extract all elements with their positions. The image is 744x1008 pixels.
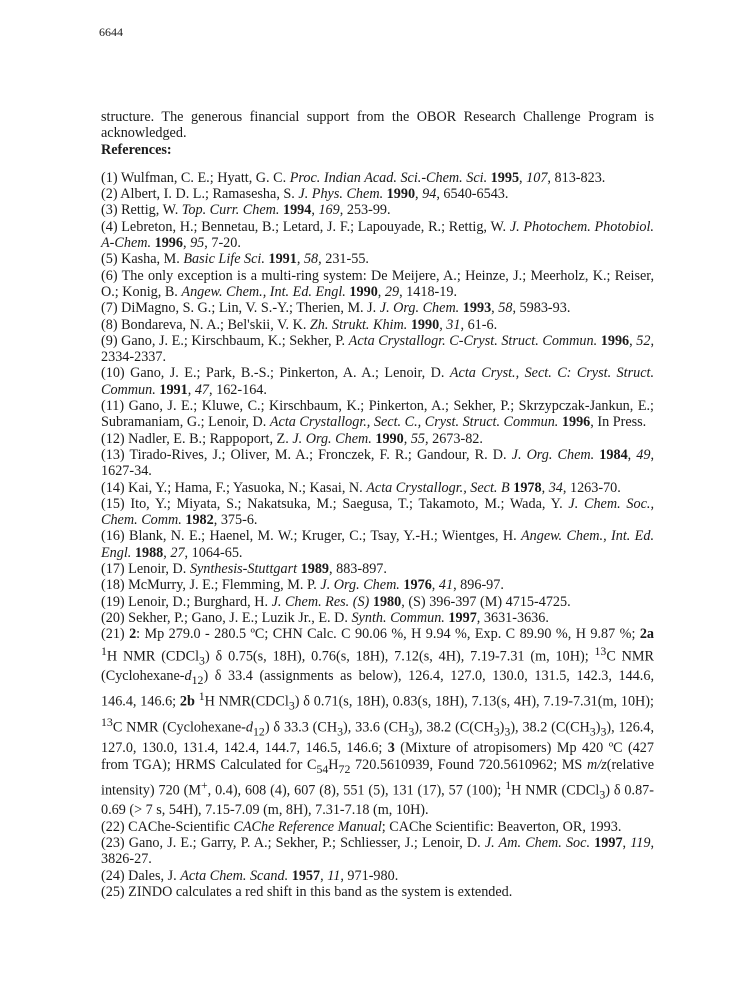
reference-item: (15) Ito, Y.; Miyata, S.; Nakatsuka, M.; Saegusa, T.; Takamoto, M.; Wada, Y. J. Chem. Soc., Chem. Comm. 1982, 375-6. — [101, 495, 654, 529]
reference-item: (23) Gano, J. E.; Garry, P. A.; Sekher, P.; Schliesser, J.; Lenoir, D. J. Am. Chem. Soc. 1997, 119, 3826-27. — [101, 835, 655, 868]
reference-item: (18) McMurry, J. E.; Flemming, M. P. J. Org. Chem. 1976, 41, 896-97. — [101, 577, 504, 594]
reference-item: (24) Dales, J. Acta Chem. Scand. 1957, 11, 971-980. — [101, 867, 399, 884]
reference-item: (12) Nadler, E. B.; Rappoport, Z. J. Org. Chem. 1990, 55, 2673-82. — [101, 430, 483, 447]
reference-item: (9) Gano, J. E.; Kirschbaum, K.; Sekher, P. Acta Crystallogr. C-Cryst. Struct. Commun. 1996, 52, 2334-2337. — [101, 332, 654, 366]
reference-item: (11) Gano, J. E.; Kluwe, C.; Kirschbaum, K.; Pinkerton, A.; Sekher, P.; Skrzypczak-Jankun, E.; Subramaniam, G.; Lenoir, D. Acta Crystallogr., Sect. C., Cryst. Struct. Commun. 1996, In Press. — [101, 398, 654, 431]
reference-item: (14) Kai, Y.; Hama, F.; Yasuoka, N.; Kasai, N. Acta Crystallogr., Sect. B 1978, 34, 1263-70. — [101, 479, 621, 496]
reference-item: (17) Lenoir, D. Synthesis-Stuttgart 1989, 883-897. — [101, 561, 387, 578]
reference-item: (10) Gano, J. E.; Park, B.-S.; Pinkerton, A. A.; Lenoir, D. Acta Cryst., Sect. C: Cryst. Struct. Commun. 1991, 47, 162-164. — [101, 365, 654, 398]
page-number: 6644 — [99, 25, 123, 39]
reference-item: (4) Lebreton, H.; Bennetau, B.; Letard, J. F.; Lapouyade, R.; Rettig, W. J. Photochem. Photobiol. A-Chem. 1996, 95, 7-20. — [101, 218, 654, 252]
references-list — [101, 170, 654, 900]
reference-item: (20) Sekher, P.; Gano, J. E.; Luzik Jr., E. D. Synth. Commun. 1997, 3631-3636. — [101, 609, 549, 626]
references-heading: References: — [101, 141, 172, 158]
reference-item: (5) Kasha, M. Basic Life Sci. 1991, 58, 231-55. — [101, 251, 369, 268]
reference-item: (21) 2: Mp 279.0 - 280.5 ºC; CHN Calc. C 90.06 %, H 9.94 %, Exp. C 89.90 %, H 9.87 %; 2a $^1$H NMR (CDCl$_3$) δ 0.75(s, 18H), 0.76(s, 18H), 7.12(s, 4H), 7.19-7.31 (m, 10H); $^{13}$C NMR $(Cyclohexane-d_{12})$ δ 33.4 (assignments as below), 126.4, 127.0, 130.0, 131.5, 142.3, 144.6, 146.4, 146.6; 2b $^1$H NMR(CDCl$_3$) δ 0.71(s, 18H), 0.83(s, 18H), 7.13(s, 4H), 7.19-7.31(m, 10H); $^{13}$C NMR $(Cyclohexane-d_{12})$ δ 33.3 $(CH_3)$, 33.6 $(CH_3)$, 38.2 $(C(CH_3)_3)$, 38.2 $(C(CH_3)_3)$, 126.4, 127.0, 130.0, 131.4, 142.4, 144.7, 146.5, 146.6; 3 (Mixture of atropisomers) Mp 420 ºC (427 from TGA); HRMS Calculated for $C_{54}H_{72}$ 720.5610939, Found 720.5610962; MS m/z(relative intensity) 720 (M+, 0.4), 608 (4), 607 (8), 551 (5), 131 (17), 57 (100); $^1$H NMR (CDCl$_3$) δ 0.87-0.69 (> 7 s, 54H), 7.15-7.09 (m, 8H), 7.31-7.18 (m, 10H). — [101, 626, 655, 819]
reference-item: (1) Wulfman, C. E.; Hyatt, G. C. Proc. Indian Acad. Sci.-Chem. Sci. 1995, 107, 813-823. — [101, 169, 606, 186]
reference-item: (8) Bondareva, N. A.; Bel'skii, V. K. Zh. Strukt. Khim. 1990, 31, 61-6. — [101, 316, 498, 333]
reference-item: (16) Blank, N. E.; Haenel, M. W.; Kruger, C.; Tsay, Y.-H.; Wientges, H. Angew. Chem., Int. Ed. Engl. 1988, 27, 1064-65. — [101, 528, 654, 561]
reference-item: (7) DiMagno, S. G.; Lin, V. S.-Y.; Therien, M. J. J. Org. Chem. 1993, 58, 5983-93. — [101, 300, 571, 317]
reference-item: (3) Rettig, W. Top. Curr. Chem. 1994, 169, 253-99. — [101, 202, 391, 219]
body-text — [101, 109, 654, 900]
reference-item: (19) Lenoir, D.; Burghard, H. J. Chem. Res. (S) 1980, (S) 396-397 (M) 4715-4725. — [101, 593, 571, 610]
acknowledgment-paragraph: structure. The generous financial support from the OBOR Research Challenge Program is acknowledged. — [101, 109, 654, 142]
reference-item: (2) Albert, I. D. L.; Ramasesha, S. J. Phys. Chem. 1990, 94, 6540-6543. — [101, 186, 509, 203]
reference-item: (13) Tirado-Rives, J.; Oliver, M. A.; Fronczek, F. R.; Gandour, R. D. J. Org. Chem. 1984, 49, 1627-34. — [101, 446, 655, 480]
reference-item: (6) The only exception is a multi-ring system: De Meijere, A.; Heinze, J.; Meerholz, K.; Reiser, O.; Konig, B. Angew. Chem., Int. Ed. Engl. 1990, 29, 1418-19. — [101, 267, 654, 300]
reference-item: (22) CAChe-Scientific CAChe Reference Manual; CAChe Scientific: Beaverton, OR, 1993. — [101, 818, 622, 835]
reference-item: (25) ZINDO calculates a red shift in this band as the system is extended. — [101, 883, 513, 900]
